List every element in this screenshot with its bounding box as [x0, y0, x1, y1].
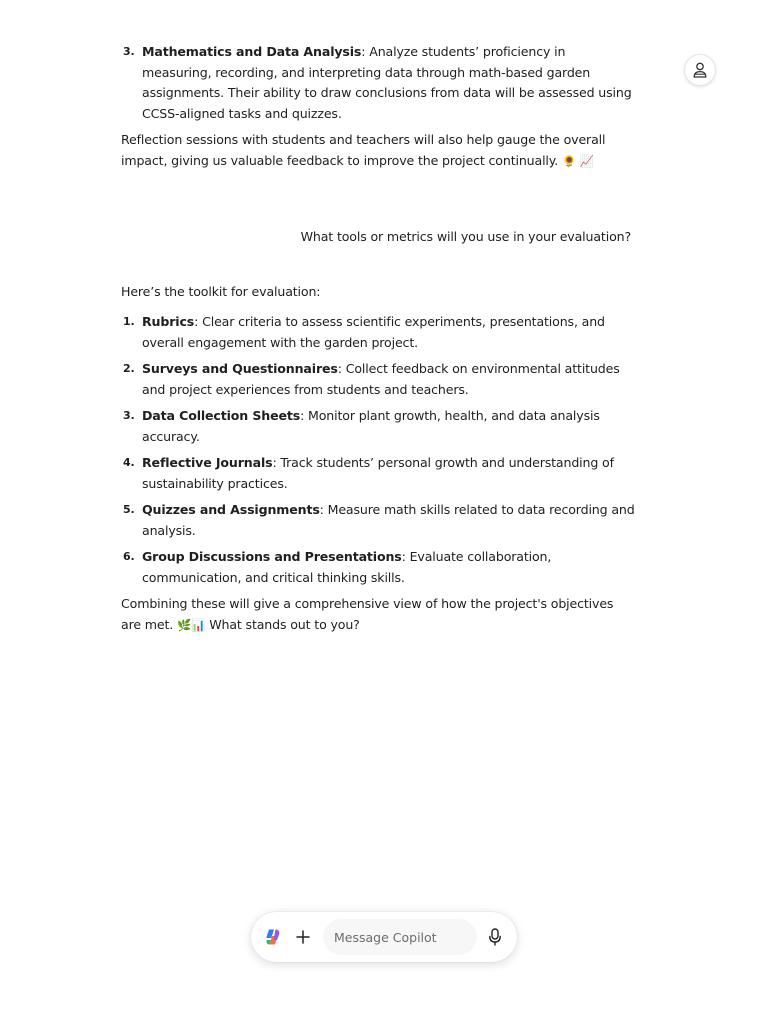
list-item-text: : Clear criteria to assess scientific experiments, presentations, and overall engagement with the garden project. [142, 314, 605, 350]
list-item-title: Group Discussions and Presentations [142, 549, 402, 564]
list-item-title: Rubrics [142, 314, 195, 329]
closing-question: What stands out to you? [209, 616, 360, 632]
list-item-text: : Track students’ personal growth and understanding of sustainability practices. [142, 455, 614, 491]
list-item [121, 359, 637, 400]
ai-message [121, 282, 637, 636]
microphone-button[interactable] [483, 925, 507, 949]
list-item-number: 2. [123, 362, 135, 375]
closing-paragraph [121, 594, 637, 635]
list-item-text: : Measure math skills related to data recording and analysis. [142, 502, 635, 538]
plus-icon [296, 930, 310, 944]
user-message: What tools or metrics will you use in your evaluation? [300, 229, 631, 244]
list-item-number: 4. [123, 456, 135, 469]
list-item [121, 500, 637, 541]
objectives-list [121, 42, 637, 124]
list-item-text: : Collect feedback on environmental attitudes and project experiences from students and teachers. [142, 361, 620, 397]
ai-intro: Here’s the toolkit for evaluation: [121, 283, 321, 299]
conversation-thread [121, 42, 637, 643]
microphone-icon [488, 928, 502, 946]
copilot-logo-icon [263, 927, 283, 947]
toolkit-list [121, 312, 637, 588]
sunflower-chart-emoji: 🌻 📈 [561, 153, 594, 168]
reflection-paragraph [121, 130, 637, 171]
list-item-title: Reflective Journals [142, 455, 273, 470]
list-item [121, 547, 637, 588]
list-item-number: 1. [123, 315, 135, 328]
ai-message-previous [121, 42, 637, 171]
message-composer [251, 912, 517, 962]
list-item [121, 312, 637, 353]
profile-button[interactable] [684, 54, 716, 86]
list-item-text: : Analyze students’ proficiency in measuring, recording, and interpreting data through math-based garden assignments. Their ability to draw conclusions from data will be assessed using CCSS-aligned tasks and quizzes. [142, 44, 632, 121]
list-item [121, 453, 637, 494]
bottom-spacer [0, 988, 768, 1024]
list-item-number: 6. [123, 550, 135, 563]
list-item-number: 3. [123, 45, 135, 58]
list-item-text: : Evaluate collaboration, communication, and critical thinking skills. [142, 549, 552, 585]
list-item-title: Surveys and Questionnaires [142, 361, 338, 376]
list-item-title: Quizzes and Assignments [142, 502, 320, 517]
list-item-number: 3. [123, 409, 135, 422]
list-item-title: Data Collection Sheets [142, 408, 301, 423]
list-item-number: 5. [123, 503, 135, 516]
herb-chart-emoji: 🌿📊 [177, 617, 206, 632]
list-item [121, 406, 637, 447]
add-attachment-button[interactable] [291, 925, 315, 949]
list-item-title: Mathematics and Data Analysis [142, 44, 362, 59]
closing-text: Combining these will give a comprehensive view of how the project's objectives are met. [121, 596, 614, 632]
list-item [121, 42, 637, 124]
message-input[interactable] [323, 919, 477, 955]
reflection-text: Reflection sessions with students and teachers will also help gauge the overall impact, giving us valuable feedback to improve the project continually. [121, 132, 606, 168]
user-icon [693, 62, 707, 78]
list-item-text: : Monitor plant growth, health, and data analysis accuracy. [142, 408, 600, 444]
